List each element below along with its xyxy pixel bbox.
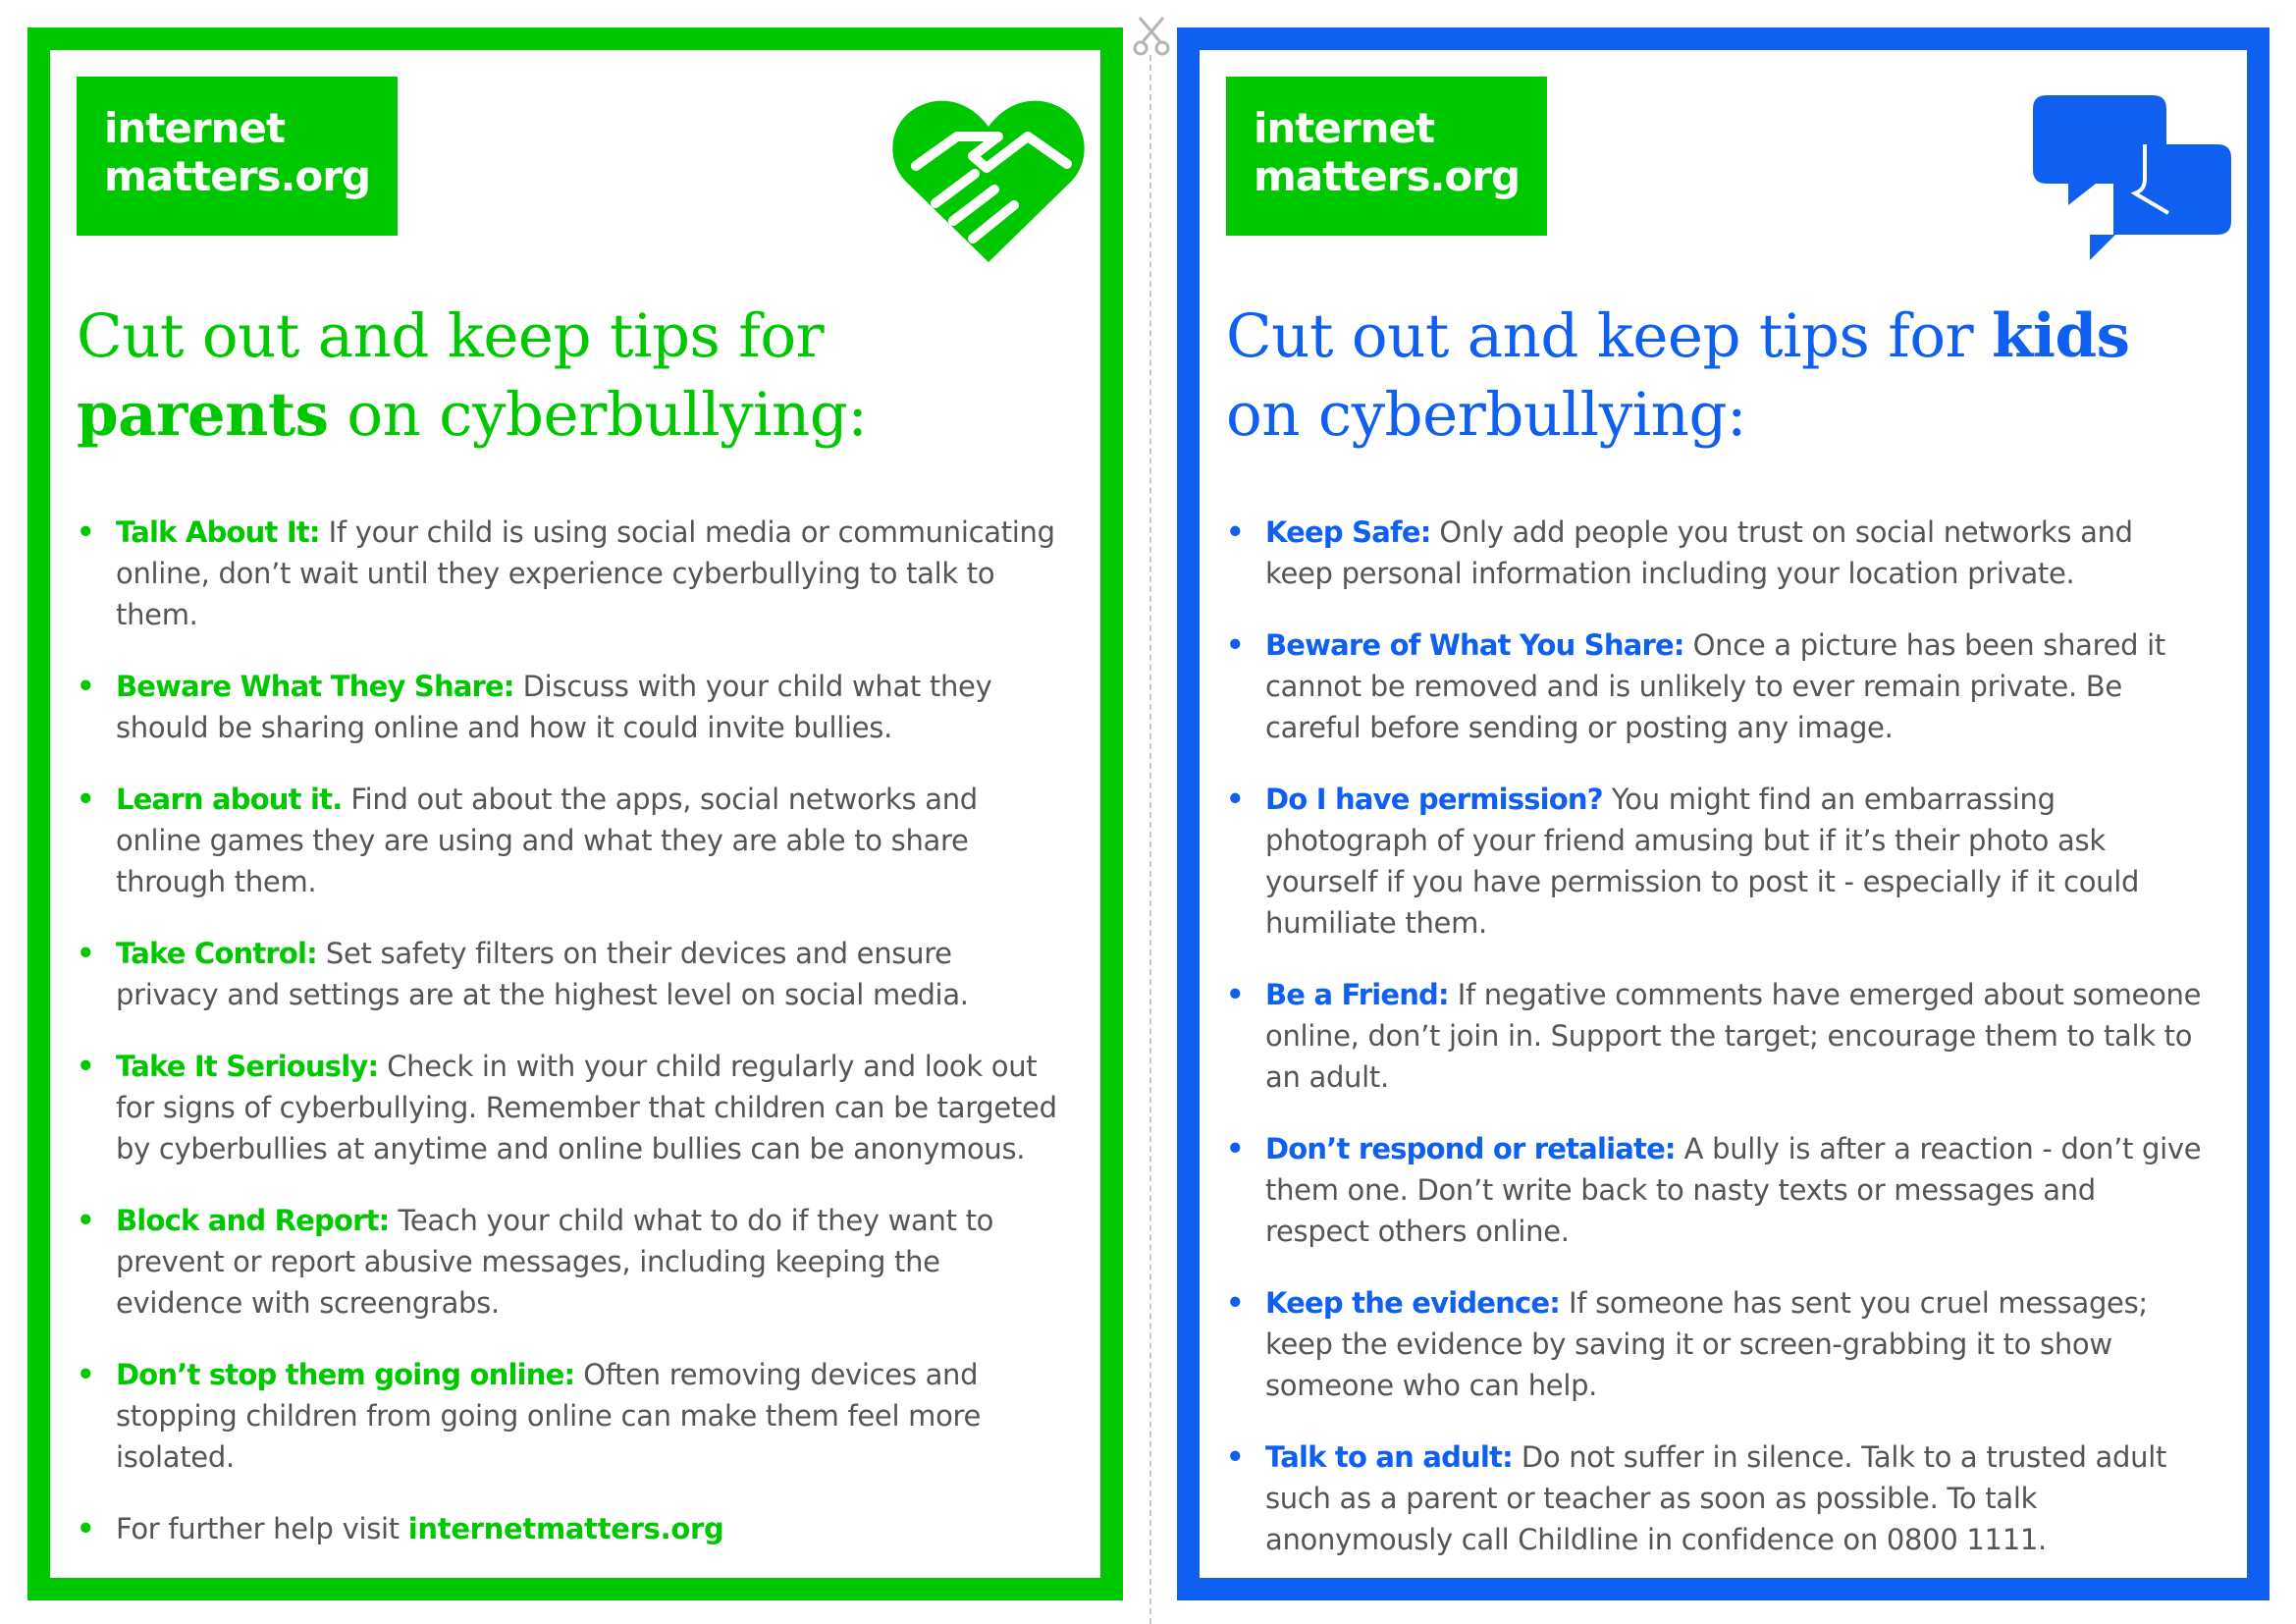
tip-text: If someone has sent you cruel messages; keep the evidence by saving it or screen-grabbing it to show someone who can help. xyxy=(1265,1286,2148,1402)
kids-tips-list xyxy=(1226,512,2208,1591)
heading-audience: parents xyxy=(77,380,329,450)
tip-text: Often removing devices and stopping children from going online can make them feel more isolated. xyxy=(116,1358,982,1474)
tip-title: Talk to an adult: xyxy=(1265,1440,1513,1474)
logo-line-1: internet xyxy=(1254,104,1435,152)
parents-heading xyxy=(77,298,1058,455)
further-help-item xyxy=(77,1508,1058,1549)
internetmatters-link[interactable]: internetmatters.org xyxy=(407,1512,724,1545)
tip-text: Only add people you trust on social networks and keep personal information including your location private. xyxy=(1265,515,2133,590)
bullet-icon: • xyxy=(1226,978,1245,1011)
tip-text: If negative comments have emerged about someone online, don’t join in. Support the target; encourage them to talk to an adult. xyxy=(1265,978,2202,1094)
list-item xyxy=(77,1200,1058,1324)
list-item xyxy=(1226,1282,2208,1406)
tip-title: Learn about it. xyxy=(116,783,343,816)
tip-text: Discuss with your child what they should be sharing online and how it could invite bullies. xyxy=(116,670,992,744)
internet-matters-logo xyxy=(1226,77,1547,236)
tip-title: Talk About It: xyxy=(116,515,320,549)
further-help-text: For further help visit xyxy=(116,1512,408,1545)
tip-title: Be a Friend: xyxy=(1265,978,1449,1011)
parents-tips-list xyxy=(77,512,1058,1580)
speech-bubbles-icon xyxy=(2029,95,2235,267)
tip-text: Once a picture has been shared it cannot be removed and is unlikely to ever remain private. Be careful before sending or posting any image. xyxy=(1265,628,2166,744)
tip-title: Keep Safe: xyxy=(1265,515,1431,549)
tip-title: Beware What They Share: xyxy=(116,670,514,703)
internet-matters-logo xyxy=(77,77,398,236)
list-item xyxy=(77,1354,1058,1478)
tip-text: If your child is using social media or communicating online, don’t wait until they experience cyberbullying to talk to them. xyxy=(116,515,1055,631)
bullet-icon: • xyxy=(1226,1132,1245,1165)
heading-text-1: Cut out and keep tips for xyxy=(1226,301,1993,371)
heading-text-1: Cut out and keep tips for xyxy=(77,301,825,371)
tip-text: Set safety filters on their devices and ensure privacy and settings are at the highest level on social media. xyxy=(116,937,969,1011)
tip-text: Find out about the apps, social networks and online games they are using and what they are able to share through them. xyxy=(116,783,978,898)
tip-title: Don’t stop them going online: xyxy=(116,1358,575,1391)
list-item xyxy=(1226,974,2208,1098)
bullet-icon: • xyxy=(77,783,95,816)
bullet-icon: • xyxy=(1226,628,1245,662)
bullet-icon: • xyxy=(1226,1286,1245,1320)
tip-title: Do I have permission? xyxy=(1265,783,1603,816)
list-item xyxy=(77,666,1058,748)
logo-line-2: matters.org xyxy=(104,152,371,200)
tip-text: Do not suffer in silence. Talk to a trusted adult such as a parent or teacher as soon as possible. To talk anonymously call Childline in confidence on 0800 1111. xyxy=(1265,1440,2167,1556)
logo-line-1: internet xyxy=(104,104,286,152)
cut-line xyxy=(1149,55,1151,1624)
parents-tips-card xyxy=(27,27,1123,1600)
list-item xyxy=(1226,1128,2208,1252)
heart-handshake-icon xyxy=(892,97,1085,264)
bullet-icon: • xyxy=(77,515,95,549)
bullet-icon: • xyxy=(77,1050,95,1083)
bullet-icon: • xyxy=(77,937,95,970)
list-item xyxy=(77,1046,1058,1169)
bullet-icon: • xyxy=(77,1204,95,1237)
bullet-icon: • xyxy=(1226,783,1245,816)
tip-text: You might find an embarrassing photograph of your friend amusing but if it’s their photo ask yourself if you have permission to post it - especially if it could humiliate them. xyxy=(1265,783,2140,940)
bullet-icon: • xyxy=(77,1512,95,1545)
tip-title: Take Control: xyxy=(116,937,317,970)
kids-tips-card xyxy=(1177,27,2269,1600)
tip-text: Teach your child what to do if they want to prevent or report abusive messages, including keeping the evidence with screengrabs. xyxy=(116,1204,994,1320)
list-item xyxy=(1226,1436,2208,1560)
scissors-icon xyxy=(1132,14,1171,57)
heading-audience: kids xyxy=(1992,301,2130,371)
tip-title: Beware of What You Share: xyxy=(1265,628,1684,662)
heading-text-2: on cyberbullying: xyxy=(1226,380,1747,450)
list-item xyxy=(1226,512,2208,594)
logo-line-2: matters.org xyxy=(1254,152,1521,200)
list-item xyxy=(1226,624,2208,748)
list-item xyxy=(77,512,1058,635)
heading-text-2: on cyberbullying: xyxy=(328,380,868,450)
bullet-icon: • xyxy=(1226,1440,1245,1474)
kids-heading xyxy=(1226,298,2208,455)
tip-title: Don’t respond or retaliate: xyxy=(1265,1132,1676,1165)
list-item xyxy=(77,933,1058,1015)
tip-text: Check in with your child regularly and look out for signs of cyberbullying. Remember that children can be targeted by cyberbullies at anytime and online bullies can be anonymous. xyxy=(116,1050,1057,1165)
tip-title: Take It Seriously: xyxy=(116,1050,379,1083)
bullet-icon: • xyxy=(77,670,95,703)
list-item xyxy=(77,779,1058,902)
bullet-icon: • xyxy=(77,1358,95,1391)
list-item xyxy=(1226,779,2208,944)
bullet-icon: • xyxy=(1226,515,1245,549)
tip-text: A bully is after a reaction - don’t give them one. Don’t write back to nasty texts or messages and respect others online. xyxy=(1265,1132,2202,1248)
tip-title: Block and Report: xyxy=(116,1204,390,1237)
tip-title: Keep the evidence: xyxy=(1265,1286,1561,1320)
